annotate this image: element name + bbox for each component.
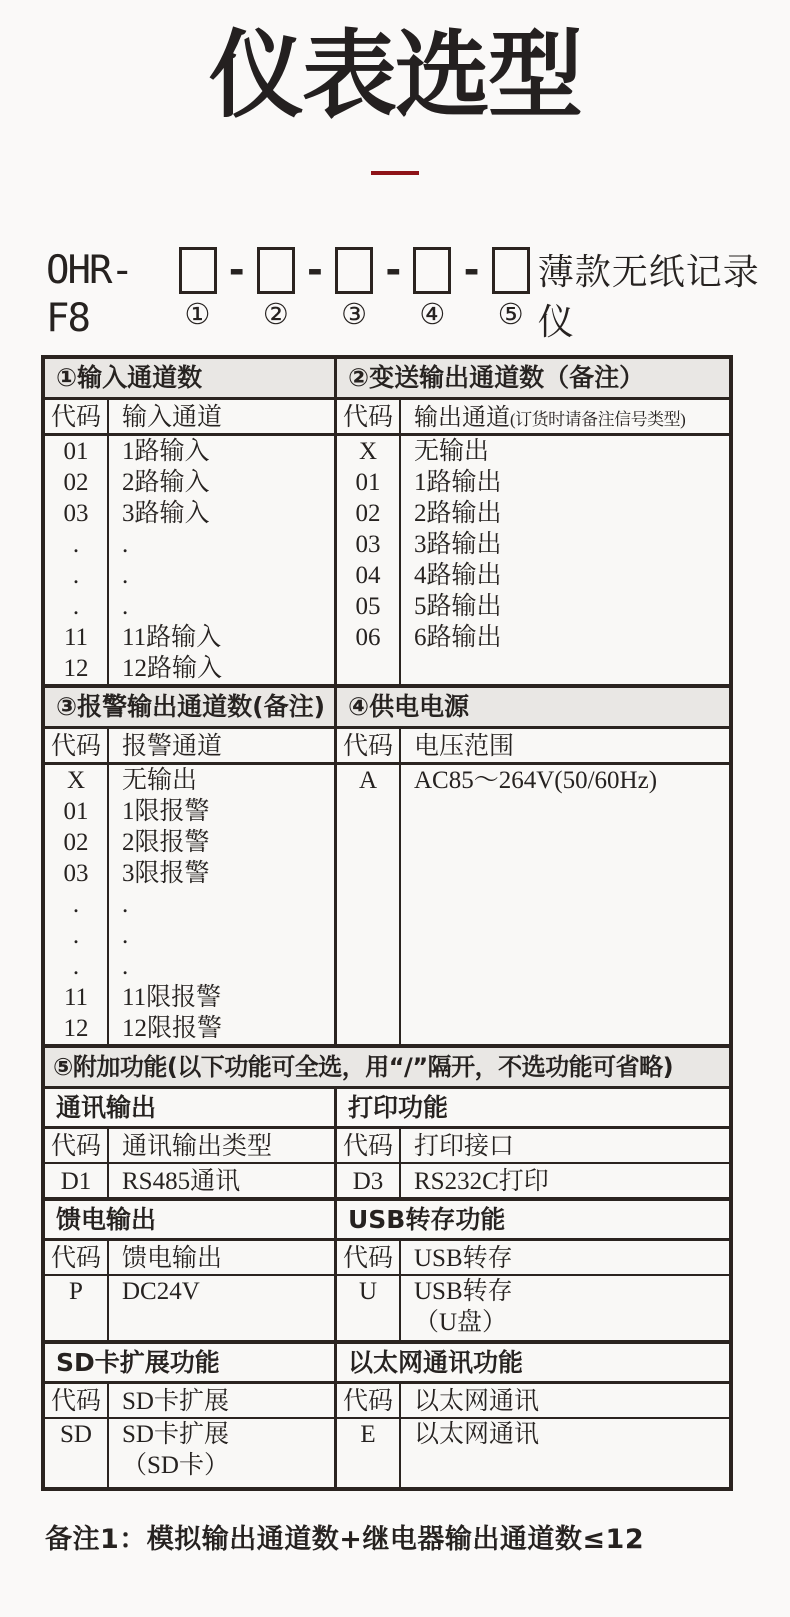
comm-print-column-headers [45,1126,729,1162]
section4-desc-header: 电压范围 [414,733,515,761]
section-1-2-data [45,433,729,684]
section-3-4-column-headers [45,726,729,762]
section3-code-column: X 01 02 03 . . . 11 12 [45,765,109,1044]
section1-code-column: 01 02 03 . . . 11 12 [45,436,109,684]
ethernet-subtitle: 以太网通讯功能 [337,1344,729,1381]
comm-print-data [45,1162,729,1197]
model-dash-1: - [225,248,249,293]
model-position-2: ② [262,297,289,332]
comm-print-subtitle-band [45,1086,729,1126]
usb-desc-header: USB转存 [414,1245,513,1273]
feed-code-column: P [45,1276,109,1340]
red-divider [371,171,419,175]
section-3-4-data [45,762,729,1044]
print-desc-header: 打印接口 [414,1133,515,1161]
section5-header: ⑤附加功能(以下功能可全选，用“/”隔开，不选功能可省略) [45,1048,729,1086]
feed-usb-column-headers [45,1238,729,1274]
comm-code-column: D1 [45,1164,109,1197]
eth-code-header: 代码 [337,1384,401,1417]
section2-desc-column: 无输出 1路输出 2路输出 3路输出 4路输出 5路输出 6路输出 [414,438,502,652]
section3-header: ③报警输出通道数(备注) [45,688,337,726]
sd-code-header: 代码 [45,1384,109,1417]
feed-desc-header: 馈电输出 [109,1241,337,1274]
usb-desc-column: USB转存 （U盘） [414,1278,513,1337]
sd-eth-data [45,1417,729,1487]
feed-desc-column: DC24V [109,1276,337,1340]
model-box-3 [335,247,373,294]
model-slot-4 [413,247,451,332]
sd-desc-column: SD卡扩展 （SD卡） [109,1419,337,1487]
section2-code-header: 代码 [337,400,401,433]
eth-desc-header: 以太网通讯 [414,1388,540,1416]
footer-note: 备注1：模拟输出通道数+继电器输出通道数≤12 [45,1524,645,1556]
section2-desc-header: 输出通道(订货时请备注信号类型) [414,405,686,432]
sd-eth-column-headers [45,1381,729,1417]
model-position-3: ③ [341,297,368,332]
model-position-4: ④ [419,297,446,332]
usb-transfer-subtitle: USB转存功能 [337,1201,729,1238]
model-dash-3: - [381,248,405,293]
model-position-1: ① [184,297,211,332]
section1-desc-header: 输入通道 [109,400,337,433]
usb-code-column: U [337,1276,401,1340]
eth-desc-column: 以太网通讯 [414,1421,540,1449]
selection-table [41,355,733,1491]
feed-code-header: 代码 [45,1241,109,1274]
print-function-subtitle: 打印功能 [337,1089,729,1126]
print-desc-column: RS232C打印 [414,1168,549,1196]
model-box-1 [179,247,217,294]
eth-code-column: E [337,1419,401,1487]
sd-expansion-subtitle: SD卡扩展功能 [45,1344,337,1381]
comm-output-subtitle: 通讯输出 [45,1089,337,1126]
model-slot-2 [257,247,295,332]
feed-usb-subtitle-band [45,1197,729,1238]
model-suffix: 薄款无纸记录仪 [537,252,760,343]
model-prefix: OHR-F8 [46,248,132,342]
section1-header: ①输入通道数 [45,359,337,397]
feed-usb-data [45,1274,729,1340]
section3-desc-header: 报警通道 [109,729,337,762]
sd-eth-subtitle-band [45,1340,729,1381]
feed-output-subtitle: 馈电输出 [45,1201,337,1238]
section2-desc-header-note: (订货时请备注信号类型) [510,410,686,430]
section1-desc-column: 1路输入 2路输入 3路输入 . . . 11路输入 12路输入 [109,436,337,684]
section2-header: ②变送输出通道数（备注） [337,359,729,397]
model-box-4 [413,247,451,294]
model-slot-3 [335,247,373,332]
section4-desc-column: AC85～264V(50/60Hz) [414,767,658,795]
model-dash-4: - [460,248,484,293]
model-dash-2: - [303,248,327,293]
section-1-2-header-band [45,359,729,397]
usb-code-header: 代码 [337,1241,401,1274]
section3-code-header: 代码 [45,729,109,762]
print-code-header: 代码 [337,1129,401,1162]
section-3-4-header-band [45,684,729,726]
comm-desc-column: RS485通讯 [109,1164,337,1197]
comm-desc-header: 通讯输出类型 [109,1129,337,1162]
comm-code-header: 代码 [45,1129,109,1162]
sd-desc-header: SD卡扩展 [109,1384,337,1417]
model-code-line [46,247,790,347]
section-1-2-column-headers [45,397,729,433]
print-code-column: D3 [337,1164,401,1197]
page-title: 仪表选型 [208,21,581,131]
model-box-5 [492,247,530,294]
sd-code-column: SD [45,1419,109,1487]
section2-code-column: X 01 02 03 04 05 06 [337,436,401,684]
section4-header: ④供电电源 [337,688,729,726]
section4-code-header: 代码 [337,729,401,762]
section4-code-column: A [337,765,401,1044]
section1-code-header: 代码 [45,400,109,433]
model-position-5: ⑤ [497,297,524,332]
section3-desc-column: 无输出 1限报警 2限报警 3限报警 . . . 11限报警 12限报警 [109,765,337,1044]
model-slot-5 [492,247,530,332]
section5-header-band [45,1044,729,1086]
model-box-2 [257,247,295,294]
model-slot-1 [179,247,217,332]
